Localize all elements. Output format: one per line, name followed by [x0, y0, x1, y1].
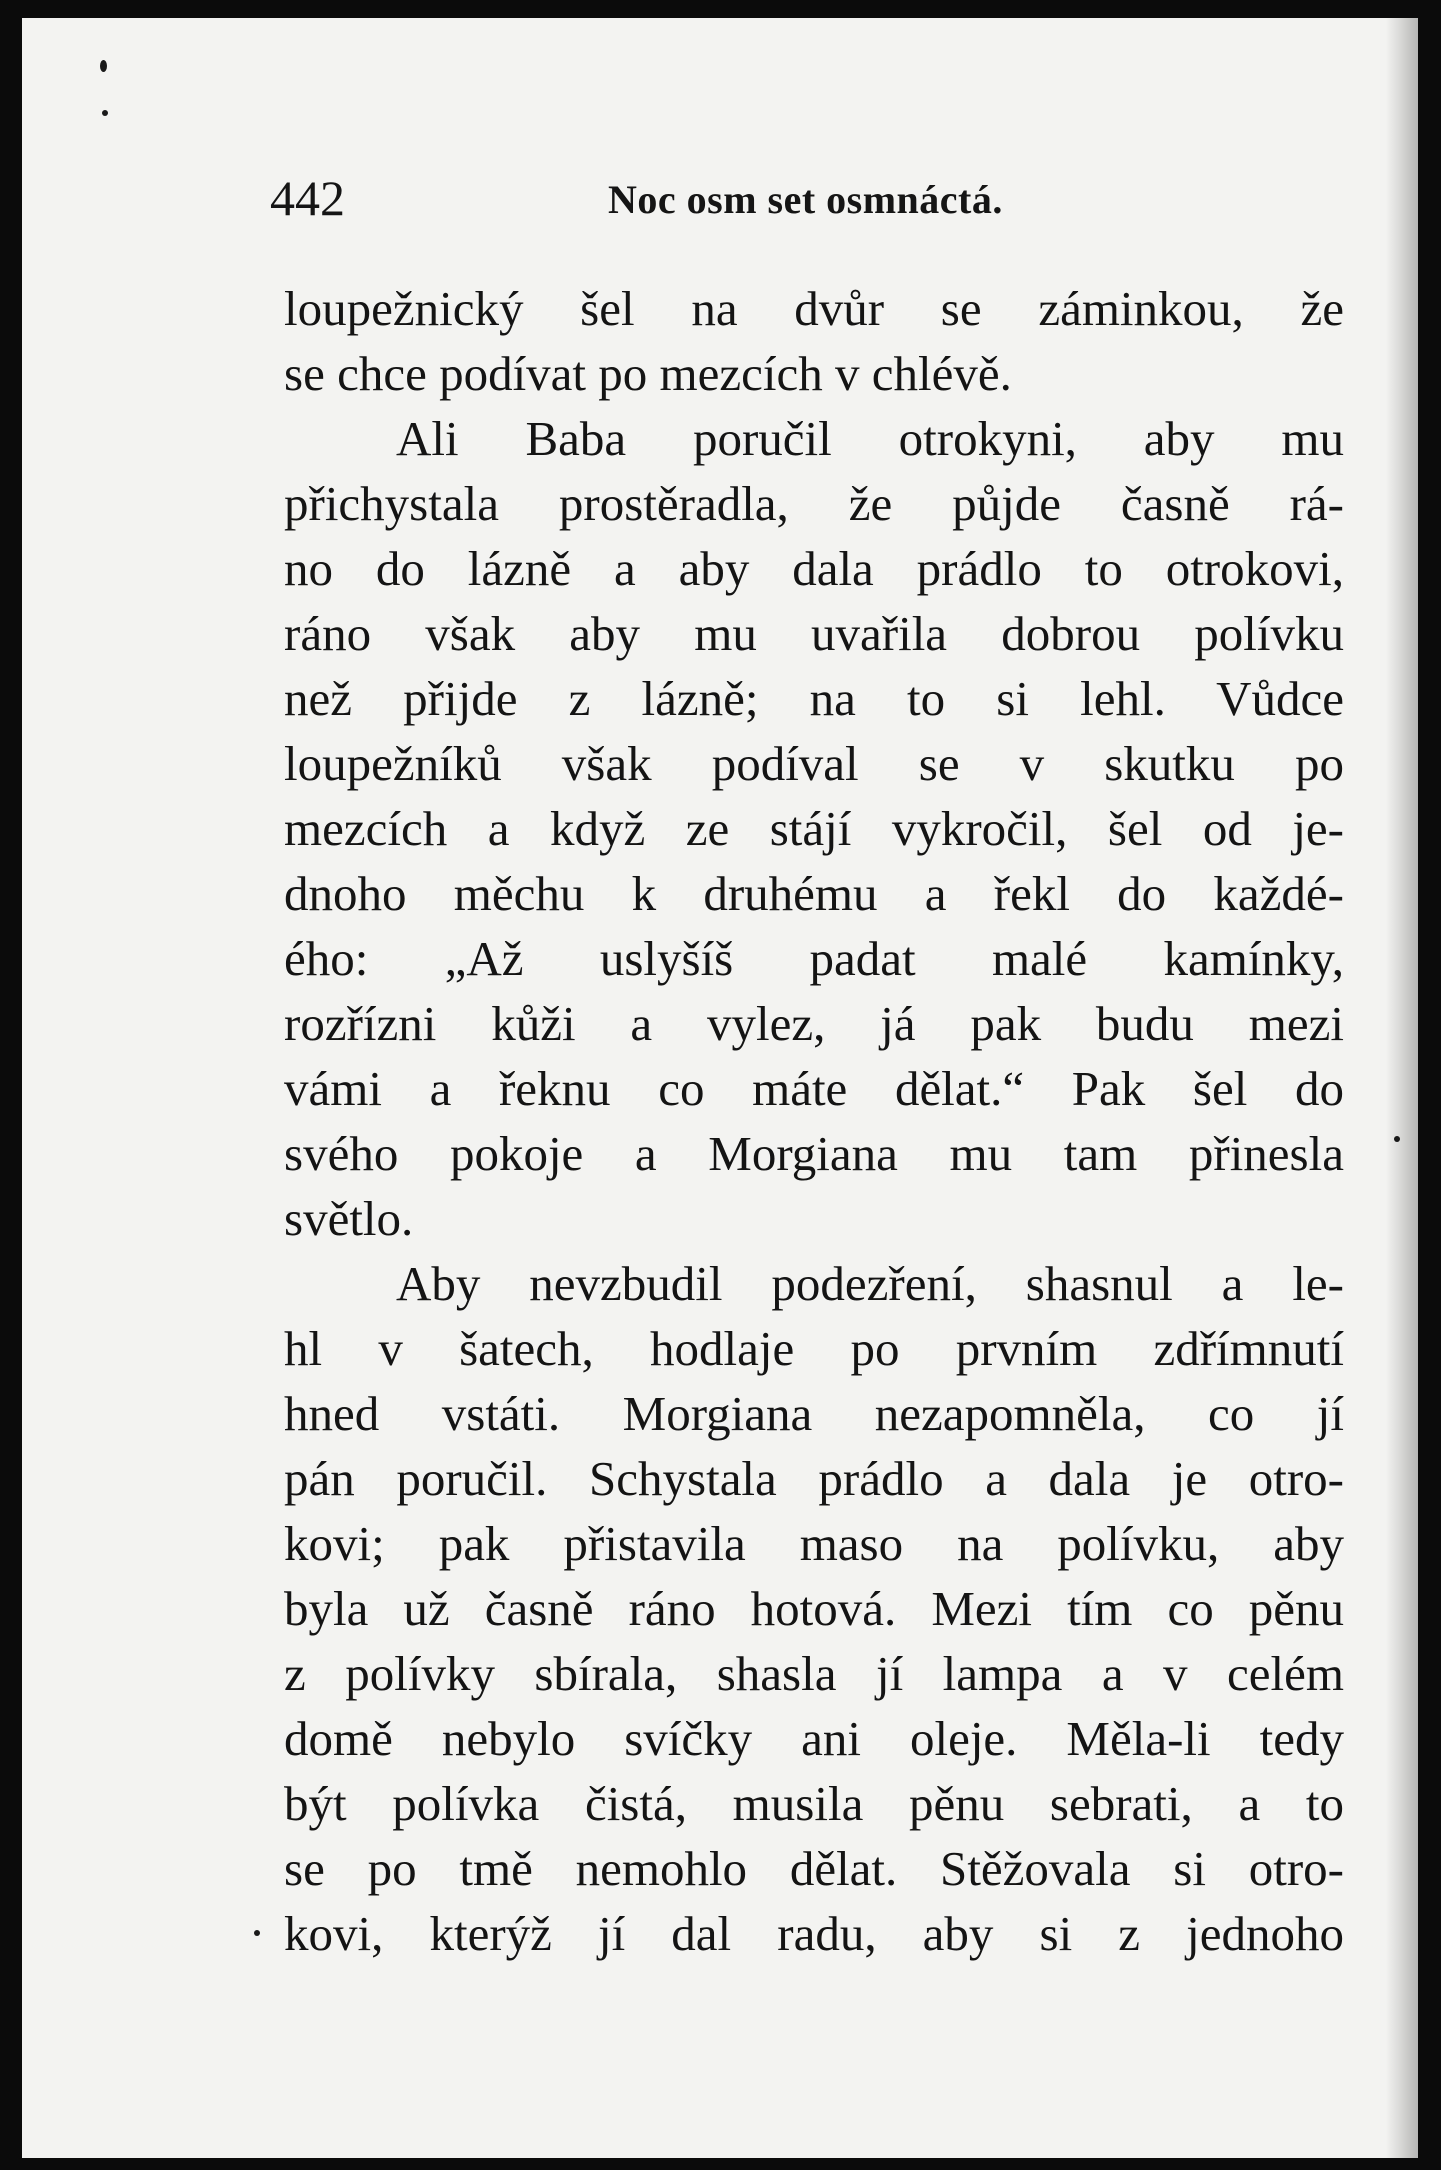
text-line: dnoho měchu k druhému a řekl do každé- [284, 866, 1344, 921]
text-line: se po tmě nemohlo dělat. Stěžovala si otro- [284, 1841, 1344, 1896]
text-line: hl v šatech, hodlaje po prvním zdřímnutí [284, 1321, 1344, 1376]
text-line: Aby nevzbudil podezření, shasnul a le- [396, 1256, 1344, 1311]
text-line: ého: „Až uslyšíš padat malé kamínky, [284, 931, 1344, 986]
ink-speck [100, 60, 107, 72]
text-line: pán poručil. Schystala prádlo a dala je otro- [284, 1451, 1344, 1506]
text-line: vámi a řeknu co máte dělat.“ Pak šel do [284, 1061, 1344, 1116]
text-line: loupežnický šel na dvůr se záminkou, že [284, 281, 1344, 336]
text-line: svého pokoje a Morgiana mu tam přinesla [284, 1126, 1344, 1181]
text-line: hned vstáti. Morgiana nezapomněla, co jí [284, 1386, 1344, 1441]
text-line: loupežníků však podíval se v skutku po [284, 736, 1344, 791]
text-line: se chce podívat po mezcích v chlévě. [284, 346, 1012, 401]
ink-speck [254, 1930, 260, 1936]
book-page [22, 18, 1418, 2158]
page-header [270, 168, 1330, 228]
text-line: být polívka čistá, musila pěnu sebrati, a to [284, 1776, 1344, 1831]
text-line: no do lázně a aby dala prádlo to otrokovi, [284, 541, 1344, 596]
text-line: kovi; pak přistavila maso na polívku, aby [284, 1516, 1344, 1571]
body-text [284, 276, 1344, 1966]
text-line: rozřízni kůži a vylez, já pak budu mezi [284, 996, 1344, 1051]
text-line: z polívky sbírala, shasla jí lampa a v celém [284, 1646, 1344, 1701]
running-head: Noc osm set osmnáctá. [608, 177, 1003, 222]
text-line: světlo. [284, 1191, 414, 1246]
text-line: přichystala prostěradla, že půjde časně rá- [284, 476, 1344, 531]
text-line: kovi, kterýž jí dal radu, aby si z jednoho [284, 1906, 1344, 1961]
text-line: než přijde z lázně; na to si lehl. Vůdce [284, 671, 1344, 726]
page-number: 442 [270, 170, 345, 226]
text-line: ráno však aby mu uvařila dobrou polívku [284, 606, 1344, 661]
ink-speck [1394, 1136, 1400, 1142]
text-line: mezcích a když ze stájí vykročil, šel od je- [284, 801, 1344, 856]
ink-speck [102, 110, 108, 116]
text-line: domě nebylo svíčky ani oleje. Měla-li tedy [284, 1711, 1344, 1766]
text-line: byla už časně ráno hotová. Mezi tím co pěnu [284, 1581, 1344, 1636]
text-line: Ali Baba poručil otrokyni, aby mu [396, 411, 1344, 466]
